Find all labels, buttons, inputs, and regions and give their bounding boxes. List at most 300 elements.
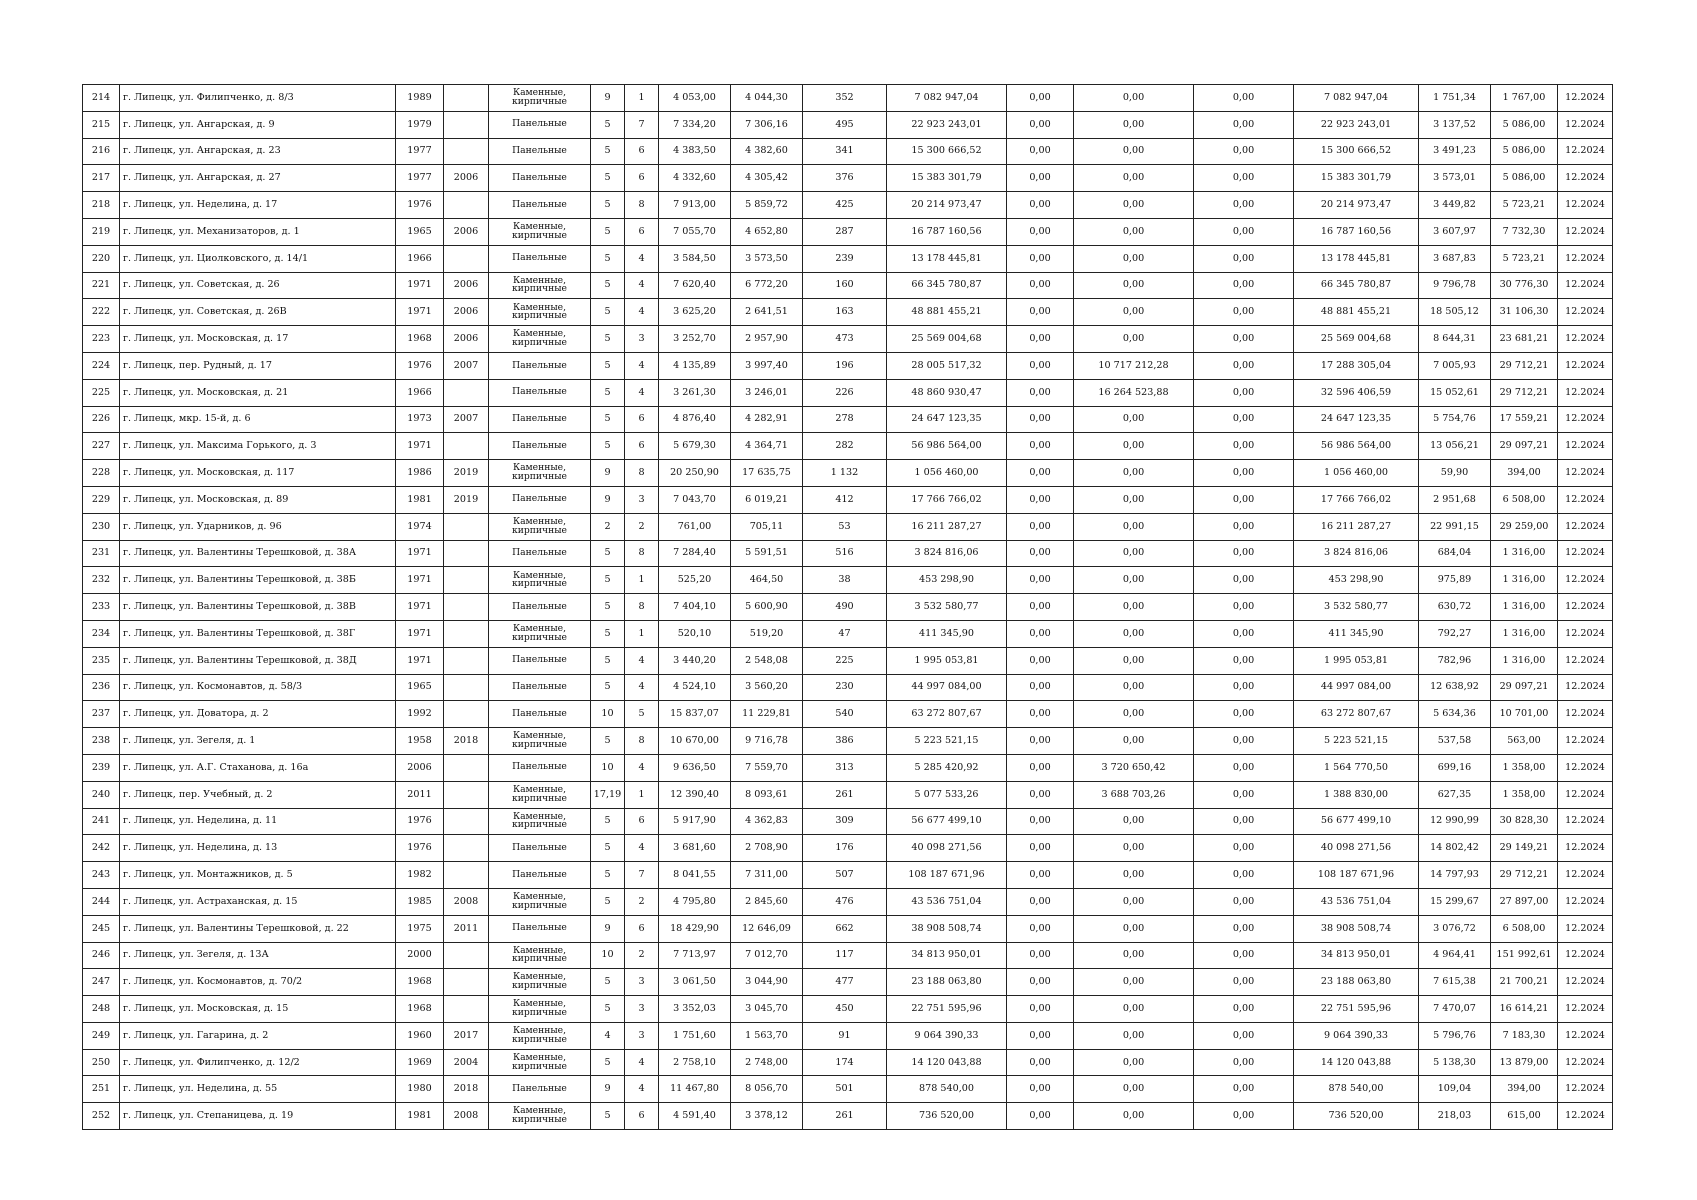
- build-year-cell: 1971: [396, 433, 444, 460]
- total-area-cell: 3 584,50: [659, 245, 731, 272]
- build-year-cell: 1989: [396, 85, 444, 112]
- regional-funds-cell: 3 720 650,42: [1074, 754, 1194, 781]
- address-cell: г. Липецк, ул. Космонавтов, д. 58/3: [120, 674, 396, 701]
- total-area-cell: 761,00: [659, 513, 731, 540]
- row-number: 235: [83, 647, 120, 674]
- row-number: 250: [83, 1049, 120, 1076]
- entrances-cell: 4: [625, 245, 659, 272]
- unit-cost-cell: 59,90: [1419, 460, 1491, 487]
- wall-material-cell: Каменные, кирпичные: [489, 567, 591, 594]
- total-cost-cell: 3 824 816,06: [887, 540, 1007, 567]
- renovation-year-cell: [444, 969, 489, 996]
- table-row: [83, 620, 1613, 647]
- total-area-cell: 3 625,20: [659, 299, 731, 326]
- build-year-cell: 1971: [396, 567, 444, 594]
- address-cell: г. Липецк, ул. Московская, д. 117: [120, 460, 396, 487]
- residents-cell: 495: [803, 111, 887, 138]
- regional-funds-cell: 0,00: [1074, 808, 1194, 835]
- build-year-cell: 1980: [396, 1076, 444, 1103]
- regional-funds-cell: 0,00: [1074, 433, 1194, 460]
- federal-funds-cell: 0,00: [1007, 888, 1074, 915]
- max-cost-cell: 31 106,30: [1491, 299, 1558, 326]
- regional-funds-cell: 0,00: [1074, 701, 1194, 728]
- total-cost-cell: 22 751 595,96: [887, 996, 1007, 1023]
- residents-cell: 386: [803, 728, 887, 755]
- owners-funds-cell: 32 596 406,59: [1294, 379, 1419, 406]
- build-year-cell: 1981: [396, 486, 444, 513]
- total-cost-cell: 48 881 455,21: [887, 299, 1007, 326]
- residents-cell: 53: [803, 513, 887, 540]
- address-cell: г. Липецк, мкр. 15-й, д. 6: [120, 406, 396, 433]
- floors-cell: 5: [591, 835, 625, 862]
- entrances-cell: 1: [625, 781, 659, 808]
- renovation-year-cell: [444, 540, 489, 567]
- owners-funds-cell: 453 298,90: [1294, 567, 1419, 594]
- total-cost-cell: 5 077 533,26: [887, 781, 1007, 808]
- unit-cost-cell: 14 802,42: [1419, 835, 1491, 862]
- build-year-cell: 2000: [396, 942, 444, 969]
- total-area-cell: 7 043,70: [659, 486, 731, 513]
- entrances-cell: 8: [625, 460, 659, 487]
- total-cost-cell: 38 908 508,74: [887, 915, 1007, 942]
- federal-funds-cell: 0,00: [1007, 728, 1074, 755]
- living-area-cell: 519,20: [731, 620, 803, 647]
- wall-material-cell: Панельные: [489, 701, 591, 728]
- max-cost-cell: 29 259,00: [1491, 513, 1558, 540]
- federal-funds-cell: 0,00: [1007, 862, 1074, 889]
- completion-date-cell: 12.2024: [1558, 1022, 1613, 1049]
- max-cost-cell: 17 559,21: [1491, 406, 1558, 433]
- table-row: [83, 1076, 1613, 1103]
- living-area-cell: 464,50: [731, 567, 803, 594]
- build-year-cell: 1981: [396, 1103, 444, 1130]
- completion-date-cell: 12.2024: [1558, 272, 1613, 299]
- federal-funds-cell: 0,00: [1007, 835, 1074, 862]
- row-number: 245: [83, 915, 120, 942]
- total-cost-cell: 56 986 564,00: [887, 433, 1007, 460]
- total-cost-cell: 16 211 287,27: [887, 513, 1007, 540]
- row-number: 237: [83, 701, 120, 728]
- total-area-cell: 2 758,10: [659, 1049, 731, 1076]
- address-cell: г. Липецк, ул. Неделина, д. 11: [120, 808, 396, 835]
- total-area-cell: 3 252,70: [659, 326, 731, 353]
- unit-cost-cell: 630,72: [1419, 594, 1491, 621]
- unit-cost-cell: 782,96: [1419, 647, 1491, 674]
- residents-cell: 163: [803, 299, 887, 326]
- wall-material-cell: Панельные: [489, 540, 591, 567]
- total-cost-cell: 40 098 271,56: [887, 835, 1007, 862]
- owners-funds-cell: 63 272 807,67: [1294, 701, 1419, 728]
- total-cost-cell: 7 082 947,04: [887, 85, 1007, 112]
- floors-cell: 5: [591, 111, 625, 138]
- entrances-cell: 3: [625, 1022, 659, 1049]
- completion-date-cell: 12.2024: [1558, 299, 1613, 326]
- table-row: [83, 1049, 1613, 1076]
- floors-cell: 17,19: [591, 781, 625, 808]
- owners-funds-cell: 5 223 521,15: [1294, 728, 1419, 755]
- table-row: [83, 594, 1613, 621]
- unit-cost-cell: 5 754,76: [1419, 406, 1491, 433]
- local-funds-cell: 0,00: [1194, 674, 1294, 701]
- max-cost-cell: 151 992,61: [1491, 942, 1558, 969]
- living-area-cell: 3 045,70: [731, 996, 803, 1023]
- table-row: [83, 486, 1613, 513]
- address-cell: г. Липецк, ул. Механизаторов, д. 1: [120, 218, 396, 245]
- floors-cell: 5: [591, 620, 625, 647]
- entrances-cell: 6: [625, 808, 659, 835]
- local-funds-cell: 0,00: [1194, 486, 1294, 513]
- local-funds-cell: 0,00: [1194, 969, 1294, 996]
- federal-funds-cell: 0,00: [1007, 996, 1074, 1023]
- total-area-cell: 3 352,03: [659, 996, 731, 1023]
- federal-funds-cell: 0,00: [1007, 272, 1074, 299]
- wall-material-cell: Каменные, кирпичные: [489, 620, 591, 647]
- local-funds-cell: 0,00: [1194, 352, 1294, 379]
- completion-date-cell: 12.2024: [1558, 862, 1613, 889]
- federal-funds-cell: 0,00: [1007, 540, 1074, 567]
- living-area-cell: 3 997,40: [731, 352, 803, 379]
- build-year-cell: 2006: [396, 754, 444, 781]
- owners-funds-cell: 14 120 043,88: [1294, 1049, 1419, 1076]
- address-cell: г. Липецк, ул. Неделина, д. 13: [120, 835, 396, 862]
- completion-date-cell: 12.2024: [1558, 969, 1613, 996]
- wall-material-cell: Панельные: [489, 1076, 591, 1103]
- max-cost-cell: 10 701,00: [1491, 701, 1558, 728]
- federal-funds-cell: 0,00: [1007, 1076, 1074, 1103]
- table-row: [83, 540, 1613, 567]
- build-year-cell: 1966: [396, 245, 444, 272]
- federal-funds-cell: 0,00: [1007, 969, 1074, 996]
- total-cost-cell: 3 532 580,77: [887, 594, 1007, 621]
- entrances-cell: 4: [625, 674, 659, 701]
- completion-date-cell: 12.2024: [1558, 647, 1613, 674]
- build-year-cell: 1979: [396, 111, 444, 138]
- total-area-cell: 11 467,80: [659, 1076, 731, 1103]
- local-funds-cell: 0,00: [1194, 942, 1294, 969]
- regional-funds-cell: 0,00: [1074, 862, 1194, 889]
- renovation-year-cell: [444, 513, 489, 540]
- renovation-year-cell: [444, 754, 489, 781]
- entrances-cell: 1: [625, 620, 659, 647]
- residents-cell: 47: [803, 620, 887, 647]
- federal-funds-cell: 0,00: [1007, 781, 1074, 808]
- row-number: 236: [83, 674, 120, 701]
- renovation-year-cell: [444, 379, 489, 406]
- total-cost-cell: 43 536 751,04: [887, 888, 1007, 915]
- total-area-cell: 7 284,40: [659, 540, 731, 567]
- local-funds-cell: 0,00: [1194, 379, 1294, 406]
- renovation-year-cell: [444, 862, 489, 889]
- unit-cost-cell: 15 052,61: [1419, 379, 1491, 406]
- local-funds-cell: 0,00: [1194, 192, 1294, 219]
- owners-funds-cell: 1 388 830,00: [1294, 781, 1419, 808]
- completion-date-cell: 12.2024: [1558, 85, 1613, 112]
- max-cost-cell: 5 723,21: [1491, 192, 1558, 219]
- max-cost-cell: 29 712,21: [1491, 352, 1558, 379]
- renovation-year-cell: 2019: [444, 460, 489, 487]
- floors-cell: 5: [591, 674, 625, 701]
- residents-cell: 225: [803, 647, 887, 674]
- local-funds-cell: 0,00: [1194, 754, 1294, 781]
- owners-funds-cell: 16 211 287,27: [1294, 513, 1419, 540]
- row-number: 222: [83, 299, 120, 326]
- floors-cell: 5: [591, 969, 625, 996]
- renovation-year-cell: [444, 674, 489, 701]
- build-year-cell: 1976: [396, 808, 444, 835]
- local-funds-cell: 0,00: [1194, 620, 1294, 647]
- total-area-cell: 4 591,40: [659, 1103, 731, 1130]
- local-funds-cell: 0,00: [1194, 1103, 1294, 1130]
- federal-funds-cell: 0,00: [1007, 299, 1074, 326]
- completion-date-cell: 12.2024: [1558, 1049, 1613, 1076]
- residents-cell: 412: [803, 486, 887, 513]
- build-year-cell: 2011: [396, 781, 444, 808]
- owners-funds-cell: 23 188 063,80: [1294, 969, 1419, 996]
- wall-material-cell: Панельные: [489, 138, 591, 165]
- residents-cell: 278: [803, 406, 887, 433]
- max-cost-cell: 5 086,00: [1491, 111, 1558, 138]
- floors-cell: 10: [591, 701, 625, 728]
- renovation-year-cell: 2006: [444, 299, 489, 326]
- table-row: [83, 406, 1613, 433]
- local-funds-cell: 0,00: [1194, 406, 1294, 433]
- build-year-cell: 1969: [396, 1049, 444, 1076]
- floors-cell: 5: [591, 406, 625, 433]
- row-number: 218: [83, 192, 120, 219]
- renovation-year-cell: 2008: [444, 888, 489, 915]
- owners-funds-cell: 878 540,00: [1294, 1076, 1419, 1103]
- max-cost-cell: 6 508,00: [1491, 486, 1558, 513]
- max-cost-cell: 563,00: [1491, 728, 1558, 755]
- address-cell: г. Липецк, ул. Московская, д. 15: [120, 996, 396, 1023]
- residents-cell: 507: [803, 862, 887, 889]
- owners-funds-cell: 3 532 580,77: [1294, 594, 1419, 621]
- entrances-cell: 5: [625, 701, 659, 728]
- residents-cell: 174: [803, 1049, 887, 1076]
- regional-funds-cell: 0,00: [1074, 888, 1194, 915]
- total-area-cell: 525,20: [659, 567, 731, 594]
- wall-material-cell: Каменные, кирпичные: [489, 808, 591, 835]
- address-cell: г. Липецк, ул. Доватора, д. 2: [120, 701, 396, 728]
- total-area-cell: 12 390,40: [659, 781, 731, 808]
- regional-funds-cell: 0,00: [1074, 192, 1194, 219]
- floors-cell: 5: [591, 888, 625, 915]
- completion-date-cell: 12.2024: [1558, 781, 1613, 808]
- total-cost-cell: 15 383 301,79: [887, 165, 1007, 192]
- entrances-cell: 4: [625, 272, 659, 299]
- address-cell: г. Липецк, ул. Валентины Терешковой, д. 38Б: [120, 567, 396, 594]
- completion-date-cell: 12.2024: [1558, 540, 1613, 567]
- total-area-cell: 7 055,70: [659, 218, 731, 245]
- owners-funds-cell: 25 569 004,68: [1294, 326, 1419, 353]
- unit-cost-cell: 537,58: [1419, 728, 1491, 755]
- row-number: 233: [83, 594, 120, 621]
- renovation-year-cell: [444, 245, 489, 272]
- floors-cell: 5: [591, 379, 625, 406]
- completion-date-cell: 12.2024: [1558, 996, 1613, 1023]
- total-area-cell: 8 041,55: [659, 862, 731, 889]
- renovation-year-cell: [444, 835, 489, 862]
- regional-funds-cell: 3 688 703,26: [1074, 781, 1194, 808]
- entrances-cell: 6: [625, 915, 659, 942]
- build-year-cell: 1965: [396, 674, 444, 701]
- regional-funds-cell: 0,00: [1074, 969, 1194, 996]
- local-funds-cell: 0,00: [1194, 272, 1294, 299]
- total-area-cell: 9 636,50: [659, 754, 731, 781]
- unit-cost-cell: 5 138,30: [1419, 1049, 1491, 1076]
- living-area-cell: 6 019,21: [731, 486, 803, 513]
- address-cell: г. Липецк, ул. Валентины Терешковой, д. 38В: [120, 594, 396, 621]
- wall-material-cell: Панельные: [489, 862, 591, 889]
- max-cost-cell: 1 358,00: [1491, 781, 1558, 808]
- owners-funds-cell: 13 178 445,81: [1294, 245, 1419, 272]
- local-funds-cell: 0,00: [1194, 1076, 1294, 1103]
- residents-cell: 226: [803, 379, 887, 406]
- entrances-cell: 6: [625, 406, 659, 433]
- row-number: 249: [83, 1022, 120, 1049]
- residents-cell: 239: [803, 245, 887, 272]
- entrances-cell: 3: [625, 996, 659, 1023]
- renovation-year-cell: 2008: [444, 1103, 489, 1130]
- regional-funds-cell: 0,00: [1074, 165, 1194, 192]
- row-number: 239: [83, 754, 120, 781]
- max-cost-cell: 16 614,21: [1491, 996, 1558, 1023]
- total-area-cell: 7 913,00: [659, 192, 731, 219]
- floors-cell: 9: [591, 915, 625, 942]
- local-funds-cell: 0,00: [1194, 513, 1294, 540]
- entrances-cell: 3: [625, 969, 659, 996]
- completion-date-cell: 12.2024: [1558, 111, 1613, 138]
- row-number: 240: [83, 781, 120, 808]
- wall-material-cell: Каменные, кирпичные: [489, 299, 591, 326]
- local-funds-cell: 0,00: [1194, 808, 1294, 835]
- max-cost-cell: 13 879,00: [1491, 1049, 1558, 1076]
- address-cell: г. Липецк, ул. Максима Горького, д. 3: [120, 433, 396, 460]
- federal-funds-cell: 0,00: [1007, 1103, 1074, 1130]
- living-area-cell: 1 563,70: [731, 1022, 803, 1049]
- regional-funds-cell: 0,00: [1074, 1076, 1194, 1103]
- entrances-cell: 7: [625, 111, 659, 138]
- address-cell: г. Липецк, пер. Учебный, д. 2: [120, 781, 396, 808]
- wall-material-cell: Панельные: [489, 406, 591, 433]
- wall-material-cell: Панельные: [489, 915, 591, 942]
- renovation-year-cell: 2006: [444, 272, 489, 299]
- owners-funds-cell: 3 824 816,06: [1294, 540, 1419, 567]
- unit-cost-cell: 975,89: [1419, 567, 1491, 594]
- address-cell: г. Липецк, ул. Космонавтов, д. 70/2: [120, 969, 396, 996]
- address-cell: г. Липецк, ул. Неделина, д. 17: [120, 192, 396, 219]
- row-number: 217: [83, 165, 120, 192]
- row-number: 244: [83, 888, 120, 915]
- register-sheet: [82, 84, 1612, 1130]
- residents-cell: 540: [803, 701, 887, 728]
- row-number: 230: [83, 513, 120, 540]
- total-area-cell: 4 795,80: [659, 888, 731, 915]
- federal-funds-cell: 0,00: [1007, 701, 1074, 728]
- regional-funds-cell: 0,00: [1074, 728, 1194, 755]
- max-cost-cell: 1 316,00: [1491, 620, 1558, 647]
- completion-date-cell: 12.2024: [1558, 835, 1613, 862]
- max-cost-cell: 394,00: [1491, 1076, 1558, 1103]
- regional-funds-cell: 0,00: [1074, 111, 1194, 138]
- federal-funds-cell: 0,00: [1007, 218, 1074, 245]
- build-year-cell: 1985: [396, 888, 444, 915]
- residents-cell: 490: [803, 594, 887, 621]
- living-area-cell: 7 306,16: [731, 111, 803, 138]
- entrances-cell: 4: [625, 352, 659, 379]
- max-cost-cell: 5 086,00: [1491, 165, 1558, 192]
- row-number: 251: [83, 1076, 120, 1103]
- total-area-cell: 7 713,97: [659, 942, 731, 969]
- local-funds-cell: 0,00: [1194, 781, 1294, 808]
- owners-funds-cell: 7 082 947,04: [1294, 85, 1419, 112]
- regional-funds-cell: 0,00: [1074, 218, 1194, 245]
- max-cost-cell: 6 508,00: [1491, 915, 1558, 942]
- living-area-cell: 2 957,90: [731, 326, 803, 353]
- federal-funds-cell: 0,00: [1007, 567, 1074, 594]
- max-cost-cell: 1 358,00: [1491, 754, 1558, 781]
- owners-funds-cell: 17 288 305,04: [1294, 352, 1419, 379]
- build-year-cell: 1968: [396, 326, 444, 353]
- entrances-cell: 6: [625, 1103, 659, 1130]
- max-cost-cell: 29 097,21: [1491, 674, 1558, 701]
- wall-material-cell: Каменные, кирпичные: [489, 513, 591, 540]
- completion-date-cell: 12.2024: [1558, 808, 1613, 835]
- regional-funds-cell: 0,00: [1074, 326, 1194, 353]
- renovation-year-cell: 2007: [444, 352, 489, 379]
- regional-funds-cell: 0,00: [1074, 299, 1194, 326]
- unit-cost-cell: 8 644,31: [1419, 326, 1491, 353]
- owners-funds-cell: 411 345,90: [1294, 620, 1419, 647]
- living-area-cell: 4 362,83: [731, 808, 803, 835]
- address-cell: г. Липецк, ул. Валентины Терешковой, д. 38Г: [120, 620, 396, 647]
- table-row: [83, 942, 1613, 969]
- renovation-year-cell: [444, 138, 489, 165]
- residents-cell: 196: [803, 352, 887, 379]
- completion-date-cell: 12.2024: [1558, 513, 1613, 540]
- entrances-cell: 6: [625, 165, 659, 192]
- owners-funds-cell: 38 908 508,74: [1294, 915, 1419, 942]
- living-area-cell: 2 548,08: [731, 647, 803, 674]
- wall-material-cell: Панельные: [489, 486, 591, 513]
- max-cost-cell: 1 316,00: [1491, 567, 1558, 594]
- total-area-cell: 520,10: [659, 620, 731, 647]
- living-area-cell: 3 573,50: [731, 245, 803, 272]
- max-cost-cell: 21 700,21: [1491, 969, 1558, 996]
- wall-material-cell: Каменные, кирпичные: [489, 942, 591, 969]
- total-area-cell: 4 053,00: [659, 85, 731, 112]
- living-area-cell: 11 229,81: [731, 701, 803, 728]
- table-row: [83, 85, 1613, 112]
- row-number: 248: [83, 996, 120, 1023]
- unit-cost-cell: 1 751,34: [1419, 85, 1491, 112]
- floors-cell: 5: [591, 165, 625, 192]
- row-number: 228: [83, 460, 120, 487]
- regional-funds-cell: 0,00: [1074, 138, 1194, 165]
- wall-material-cell: Каменные, кирпичные: [489, 272, 591, 299]
- wall-material-cell: Каменные, кирпичные: [489, 85, 591, 112]
- build-year-cell: 1977: [396, 165, 444, 192]
- living-area-cell: 3 560,20: [731, 674, 803, 701]
- regional-funds-cell: 0,00: [1074, 245, 1194, 272]
- completion-date-cell: 12.2024: [1558, 406, 1613, 433]
- max-cost-cell: 29 712,21: [1491, 862, 1558, 889]
- max-cost-cell: 5 723,21: [1491, 245, 1558, 272]
- entrances-cell: 7: [625, 862, 659, 889]
- federal-funds-cell: 0,00: [1007, 352, 1074, 379]
- address-cell: г. Липецк, ул. Филипченко, д. 12/2: [120, 1049, 396, 1076]
- total-cost-cell: 878 540,00: [887, 1076, 1007, 1103]
